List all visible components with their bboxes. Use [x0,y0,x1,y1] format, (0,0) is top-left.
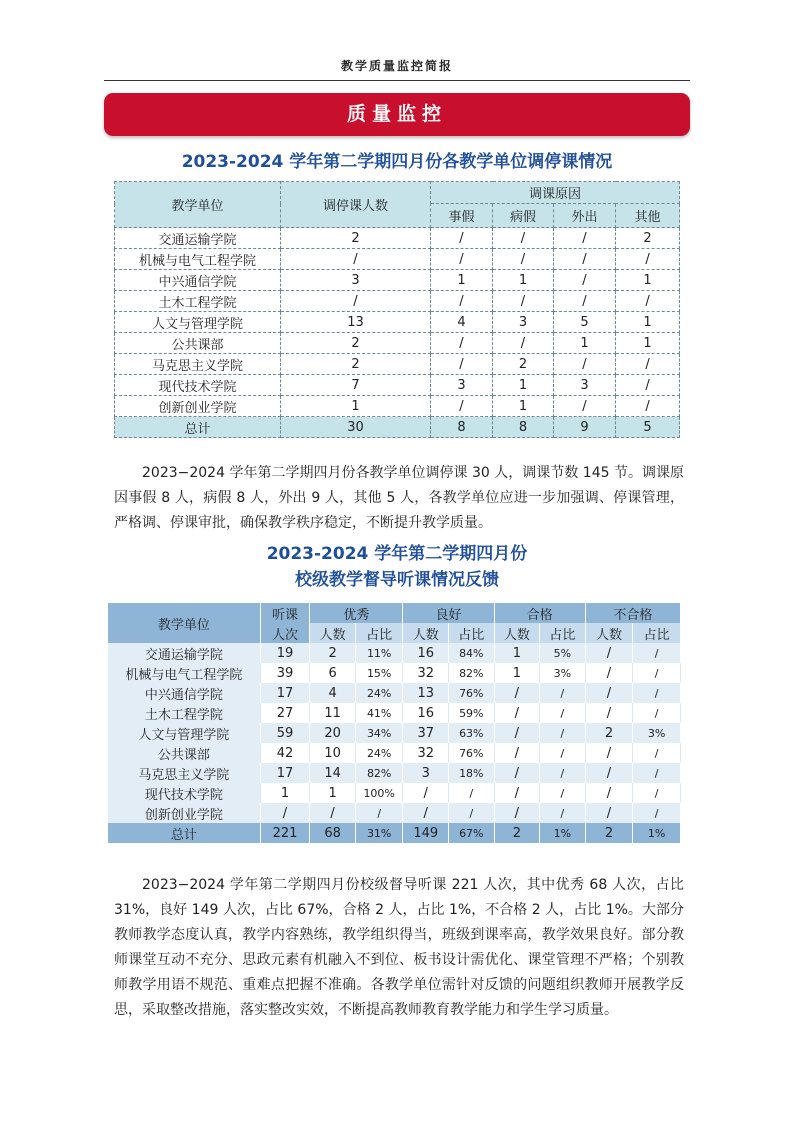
total-value: 1% [540,823,586,843]
value-cell: 13 [403,683,449,703]
value-cell: / [633,783,681,803]
value-cell: / [281,249,431,270]
value-cell: / [633,763,681,783]
value-cell: 41% [355,703,403,723]
value-cell: / [554,354,616,375]
value-cell: 18% [449,763,495,783]
value-cell: / [554,249,616,270]
table-row [115,354,680,375]
value-cell: 59% [449,703,495,723]
value-cell: 39 [260,663,310,683]
value-cell: / [585,783,633,803]
value-cell: / [493,333,554,354]
value-cell: 1 [431,270,493,291]
value-cell: / [431,291,493,312]
value-cell: 19 [260,643,310,663]
total-label: 总计 [115,417,281,438]
value-cell: 1 [554,333,616,354]
total-value: 2 [494,823,540,843]
summary-paragraph-2: 2023−2024 学年第二学期四月份校级督导听课 221 人次，其中优秀 68 人次，占比 31%，良好 149 人次，占比 67%，合格 2 人，占比 1%，不合格 2 人，占比 1%。大部分教师教学态度认真，教学内容熟练，教学组织得当，班级到课率高，教学效果良好。部分教师课堂互动不充分、思政元素有机融入不到位、板书设计需优化、课堂管理不严格；个别教师教学用语不规范、重难点把握不准确。各教学单位需针对反馈的问题组织教师开展教学反思，采取整改措施，落实整改实效，不断提高教师教育教学能力和学生学习质量。 [114,877,684,1018]
value-cell: 3 [493,312,554,333]
header-outing: 外出 [554,204,616,228]
value-cell: 17 [260,683,310,703]
total-label: 总计 [108,823,260,843]
value-cell: / [403,783,449,803]
value-cell: / [633,643,681,663]
value-cell: 5 [554,312,616,333]
value-cell: / [449,783,495,803]
value-cell: / [633,663,681,683]
unit-cell: 马克思主义学院 [108,763,260,783]
unit-cell: 机械与电气工程学院 [115,249,281,270]
value-cell: 2 [310,643,356,663]
header-people: 人数 [310,623,356,643]
value-cell: / [431,333,493,354]
value-cell: 2 [281,228,431,249]
value-cell: 37 [403,723,449,743]
value-cell: / [494,763,540,783]
total-value: 30 [281,417,431,438]
header-ratio: 占比 [540,623,586,643]
total-row [115,417,680,438]
table2-title-line1: 2023-2024 学年第二学期四月份 [266,544,528,564]
value-cell: 3 [403,763,449,783]
value-cell: 76% [449,743,495,763]
unit-cell: 中兴通信学院 [108,683,260,703]
total-value: 67% [449,823,495,843]
value-cell: 15% [355,663,403,683]
value-cell: 42 [260,743,310,763]
value-cell: 1 [493,375,554,396]
header-unit: 教学单位 [108,603,260,643]
table-row [115,396,680,417]
value-cell: 1 [281,396,431,417]
value-cell: 3 [281,270,431,291]
value-cell: 100% [355,783,403,803]
value-cell: 1 [493,270,554,291]
value-cell: / [633,803,681,823]
value-cell: / [260,803,310,823]
value-cell: 24% [355,683,403,703]
header-pass: 合格 [494,603,585,623]
value-cell: 11 [310,703,356,723]
total-value: 8 [431,417,493,438]
unit-cell: 现代技术学院 [115,375,281,396]
value-cell: / [540,723,586,743]
value-cell: 10 [310,743,356,763]
value-cell: 1 [493,396,554,417]
table-row [108,783,681,803]
value-cell: / [540,763,586,783]
value-cell: / [449,803,495,823]
value-cell: / [554,228,616,249]
header-people: 人数 [585,623,633,643]
value-cell: / [633,743,681,763]
header-ratio: 占比 [355,623,403,643]
value-cell: / [403,803,449,823]
header-fail: 不合格 [585,603,680,623]
summary-paragraph-1: 2023−2024 学年第二学期四月份各教学单位调停课 30 人，调课节数 145 节。调课原因事假 8 人，病假 8 人，外出 9 人，其他 5 人，各教学单位应进一步加强调、停课管理，严格调、停课审批，确保教学秩序稳定，不断提升教学质量。 [114,465,684,531]
header-count: 调停课人数 [281,182,431,228]
table-row [108,643,681,663]
value-cell: / [493,228,554,249]
header-listen-a: 听课 [260,603,310,623]
value-cell: / [540,743,586,763]
value-cell: / [616,249,680,270]
table-row [108,663,681,683]
unit-cell: 交通运输学院 [108,643,260,663]
total-value: 221 [260,823,310,843]
table-row [115,291,680,312]
table-row [115,312,680,333]
table2-title-line2: 校级教学督导听课情况反馈 [295,570,499,590]
value-cell: 1 [494,643,540,663]
value-cell: / [494,723,540,743]
value-cell: / [616,375,680,396]
value-cell: 2 [493,354,554,375]
table-row [108,763,681,783]
value-cell: 14 [310,763,356,783]
value-cell: 2 [616,228,680,249]
unit-cell: 人文与管理学院 [115,312,281,333]
value-cell: / [554,396,616,417]
value-cell: 82% [449,663,495,683]
value-cell: 16 [403,643,449,663]
total-value: 149 [403,823,449,843]
unit-cell: 土木工程学院 [115,291,281,312]
value-cell: / [554,291,616,312]
header-ratio: 占比 [633,623,681,643]
value-cell: 84% [449,643,495,663]
value-cell: / [493,249,554,270]
table-row [108,803,681,823]
value-cell: 17 [260,763,310,783]
value-cell: 2 [281,333,431,354]
value-cell: / [585,743,633,763]
unit-cell: 马克思主义学院 [115,354,281,375]
class-adjustment-table [114,181,680,438]
value-cell: / [585,803,633,823]
header-listen-b: 人次 [260,623,310,643]
total-value: 9 [554,417,616,438]
unit-cell: 中兴通信学院 [115,270,281,291]
value-cell: / [633,703,681,723]
value-cell: / [616,354,680,375]
unit-cell: 创新创业学院 [108,803,260,823]
value-cell: 76% [449,683,495,703]
value-cell: / [540,683,586,703]
unit-cell: 现代技术学院 [108,783,260,803]
value-cell: 6 [310,663,356,683]
value-cell: 32 [403,743,449,763]
value-cell: 11% [355,643,403,663]
value-cell: 20 [310,723,356,743]
value-cell: / [585,643,633,663]
value-cell: / [493,291,554,312]
value-cell: 1 [616,270,680,291]
value-cell: / [633,683,681,703]
value-cell: / [431,354,493,375]
header-people: 人数 [494,623,540,643]
value-cell: 4 [431,312,493,333]
value-cell: / [540,803,586,823]
value-cell: 82% [355,763,403,783]
total-value: 8 [493,417,554,438]
value-cell: / [494,783,540,803]
header-ratio: 占比 [449,623,495,643]
value-cell: 24% [355,743,403,763]
value-cell: 13 [281,312,431,333]
unit-cell: 公共课部 [115,333,281,354]
value-cell: 3 [554,375,616,396]
unit-cell: 创新创业学院 [115,396,281,417]
value-cell: 5% [540,643,586,663]
value-cell: / [431,396,493,417]
section-banner: 质量监控 [104,93,690,136]
table1-title: 2023-2024 学年第二学期四月份各教学单位调停课情况 [181,152,613,172]
value-cell: / [494,743,540,763]
unit-cell: 土木工程学院 [108,703,260,723]
total-value: 5 [616,417,680,438]
value-cell: 2 [281,354,431,375]
value-cell: / [585,703,633,723]
header-sick-leave: 病假 [493,204,554,228]
total-value: 31% [355,823,403,843]
value-cell: 34% [355,723,403,743]
value-cell: / [494,683,540,703]
value-cell: 4 [310,683,356,703]
value-cell: 1 [494,663,540,683]
value-cell: / [355,803,403,823]
value-cell: / [431,228,493,249]
header-excellent: 优秀 [310,603,403,623]
unit-cell: 公共课部 [108,743,260,763]
value-cell: / [281,291,431,312]
page-header: 教学质量监控简报 [104,52,690,81]
value-cell: 63% [449,723,495,743]
table-row [108,683,681,703]
unit-cell: 机械与电气工程学院 [108,663,260,683]
total-value: 1% [633,823,681,843]
header-good: 良好 [403,603,494,623]
value-cell: 1 [616,312,680,333]
value-cell: 1 [616,333,680,354]
value-cell: / [540,783,586,803]
value-cell: / [585,663,633,683]
value-cell: / [494,703,540,723]
supervision-feedback-table [108,603,681,843]
header-reasons: 调课原因 [431,182,680,204]
total-value: 2 [585,823,633,843]
unit-cell: 人文与管理学院 [108,723,260,743]
value-cell: / [310,803,356,823]
value-cell: 3% [540,663,586,683]
value-cell: 32 [403,663,449,683]
value-cell: / [616,291,680,312]
header-people: 人数 [403,623,449,643]
total-row [108,823,681,843]
table-row [115,270,680,291]
value-cell: 59 [260,723,310,743]
value-cell: 16 [403,703,449,723]
value-cell: / [616,396,680,417]
value-cell: / [585,683,633,703]
value-cell: 1 [260,783,310,803]
unit-cell: 交通运输学院 [115,228,281,249]
table-row [108,703,681,723]
value-cell: 3 [431,375,493,396]
table-row [115,249,680,270]
table-row [115,228,680,249]
table-row [115,333,680,354]
value-cell: 7 [281,375,431,396]
table-row [108,723,681,743]
total-value: 68 [310,823,356,843]
value-cell: / [494,803,540,823]
value-cell: / [554,270,616,291]
value-cell: 2 [585,723,633,743]
header-unit: 教学单位 [115,182,281,228]
table-row [108,743,681,763]
header-personal-leave: 事假 [431,204,493,228]
value-cell: 3% [633,723,681,743]
header-other: 其他 [616,204,680,228]
table-row [115,375,680,396]
value-cell: / [431,249,493,270]
value-cell: 27 [260,703,310,723]
value-cell: / [540,703,586,723]
value-cell: 1 [310,783,356,803]
value-cell: / [585,763,633,783]
